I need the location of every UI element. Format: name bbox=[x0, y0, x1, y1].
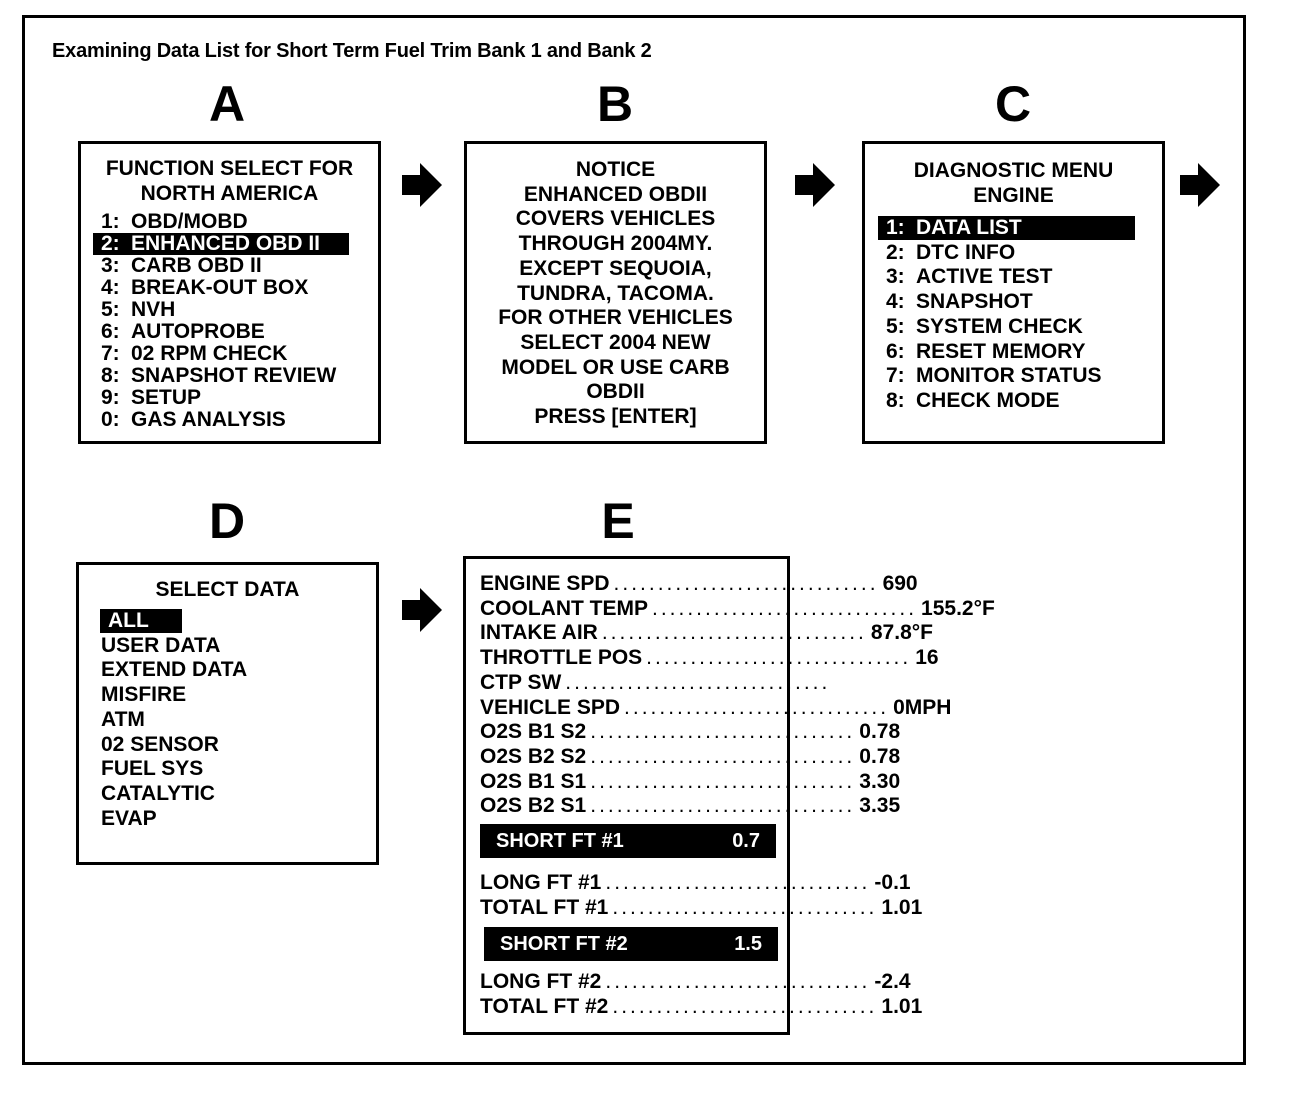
menu-item-number: 5: bbox=[886, 314, 905, 338]
menu-item[interactable] bbox=[101, 409, 286, 431]
menu-item[interactable] bbox=[101, 757, 203, 781]
menu-item-number: 4: bbox=[886, 290, 905, 314]
data-row-value: 0MPH bbox=[893, 695, 952, 719]
panel-a-header bbox=[81, 156, 378, 206]
data-row-label: LONG FT #2 bbox=[480, 970, 602, 993]
menu-item-number: 0: bbox=[101, 408, 120, 431]
data-row-value: 3.35 bbox=[859, 794, 901, 818]
menu-item-number: 6: bbox=[101, 320, 120, 343]
data-row-value: -0.1 bbox=[874, 871, 911, 894]
highlighted-data-row[interactable] bbox=[484, 927, 778, 961]
data-row-label: O2S B1 S1 bbox=[480, 769, 587, 793]
panel-select-data bbox=[76, 562, 379, 865]
data-row-label: SHORT FT #2 bbox=[500, 933, 628, 955]
data-row-label: TOTAL FT #1 bbox=[480, 895, 609, 919]
menu-item[interactable] bbox=[101, 277, 308, 299]
panel-diagnostic-menu bbox=[862, 141, 1165, 444]
dot-leader: .............................. bbox=[565, 670, 831, 694]
notice-line: ENHANCED OBDII bbox=[523, 182, 708, 206]
menu-item-label: GAS ANALYSIS bbox=[131, 408, 286, 431]
data-row-label: O2S B1 S2 bbox=[480, 720, 587, 744]
data-row-label: SHORT FT #1 bbox=[496, 830, 624, 852]
data-row-label: VEHICLE SPD bbox=[480, 695, 621, 719]
data-row-label: O2S B2 S1 bbox=[480, 794, 587, 818]
menu-item-label: SNAPSHOT bbox=[916, 290, 1033, 314]
panel-notice bbox=[464, 141, 767, 444]
notice-line: MODEL OR USE CARB bbox=[501, 355, 730, 379]
dot-leader: .............................. bbox=[590, 744, 856, 768]
data-row-value: 690 bbox=[882, 572, 918, 595]
step-letter-c: C bbox=[994, 76, 1032, 132]
dot-leader: .............................. bbox=[601, 621, 867, 645]
menu-item-label: SETUP bbox=[131, 386, 202, 409]
notice-line: COVERS VEHICLES bbox=[515, 207, 716, 231]
data-row bbox=[480, 994, 923, 1019]
menu-item-label: RESET MEMORY bbox=[916, 339, 1086, 363]
data-row bbox=[480, 695, 952, 720]
menu-item-label: DTC INFO bbox=[916, 240, 1016, 264]
menu-item[interactable] bbox=[101, 658, 247, 682]
menu-item-number: 5: bbox=[101, 298, 120, 321]
menu-item-label: ALL bbox=[108, 609, 149, 632]
menu-item-label: EXTEND DATA bbox=[101, 658, 248, 682]
menu-item[interactable] bbox=[886, 265, 1053, 289]
menu-item-label: NVH bbox=[131, 298, 176, 321]
arrow-right-icon bbox=[402, 163, 442, 207]
menu-item[interactable] bbox=[101, 683, 186, 707]
data-row bbox=[480, 769, 901, 794]
data-row-label: TOTAL FT #2 bbox=[480, 994, 609, 1018]
dot-leader: .............................. bbox=[590, 794, 856, 818]
dot-leader: .............................. bbox=[646, 646, 912, 670]
menu-item-label: MONITOR STATUS bbox=[916, 364, 1102, 388]
menu-item-number: 8: bbox=[886, 388, 905, 412]
notice-line: FOR OTHER VEHICLES bbox=[498, 306, 733, 330]
menu-item[interactable] bbox=[878, 216, 1135, 240]
data-row bbox=[480, 895, 923, 920]
step-letter-b: B bbox=[596, 76, 634, 132]
data-row-value: 3.30 bbox=[859, 769, 901, 793]
menu-item[interactable] bbox=[886, 389, 1060, 413]
data-row bbox=[480, 572, 918, 596]
menu-item[interactable] bbox=[101, 365, 336, 387]
dot-leader: .............................. bbox=[590, 720, 856, 744]
menu-item-number: 3: bbox=[886, 265, 905, 289]
menu-item[interactable] bbox=[101, 321, 265, 343]
dot-leader: .............................. bbox=[612, 895, 878, 919]
menu-item-label: CHECK MODE bbox=[916, 388, 1060, 412]
menu-item-label: SNAPSHOT REVIEW bbox=[131, 364, 337, 387]
menu-item-label: OBD/MOBD bbox=[131, 210, 248, 233]
data-row-label: CTP SW bbox=[480, 670, 562, 694]
dot-leader: .............................. bbox=[605, 970, 871, 993]
menu-item[interactable] bbox=[101, 634, 220, 658]
menu-item[interactable] bbox=[886, 340, 1086, 364]
menu-item[interactable] bbox=[886, 290, 1033, 314]
data-row bbox=[480, 871, 911, 895]
data-row-value: 1.5 bbox=[734, 933, 762, 955]
menu-item-label: SYSTEM CHECK bbox=[916, 314, 1083, 338]
menu-item-label: USER DATA bbox=[101, 633, 221, 657]
figure-title: Examining Data List for Short Term Fuel Trim Bank 1 and Bank 2 bbox=[52, 40, 652, 62]
step-letter-a: A bbox=[208, 76, 246, 132]
menu-item[interactable] bbox=[101, 782, 215, 806]
menu-item-label: EVAP bbox=[101, 806, 157, 830]
step-letter-e: E bbox=[601, 493, 635, 549]
dot-leader: .............................. bbox=[624, 695, 890, 719]
highlighted-data-row[interactable] bbox=[480, 824, 776, 858]
menu-item[interactable] bbox=[101, 211, 248, 233]
menu-item-number: 7: bbox=[886, 364, 905, 388]
notice-line: PRESS [ENTER] bbox=[534, 405, 697, 429]
panel-c-header-line: ENGINE bbox=[973, 184, 1054, 207]
data-row-label: INTAKE AIR bbox=[480, 621, 598, 645]
menu-item-number: 1: bbox=[886, 216, 905, 239]
menu-item[interactable] bbox=[886, 315, 1083, 339]
data-row-value: 1.01 bbox=[881, 994, 923, 1018]
data-row-label: O2S B2 S2 bbox=[480, 744, 587, 768]
data-row bbox=[480, 794, 901, 818]
menu-item-number: 7: bbox=[101, 342, 120, 365]
dot-leader: .............................. bbox=[613, 572, 879, 595]
data-row bbox=[480, 744, 901, 769]
dot-leader: .............................. bbox=[590, 769, 856, 793]
menu-item-number: 2: bbox=[101, 232, 120, 255]
menu-item-label: FUEL SYS bbox=[101, 757, 204, 781]
menu-item-number: 3: bbox=[101, 254, 120, 277]
data-row bbox=[480, 596, 995, 621]
panel-d-header: SELECT DATA bbox=[155, 578, 300, 601]
data-row-label: LONG FT #1 bbox=[480, 871, 602, 894]
menu-item[interactable] bbox=[101, 255, 262, 277]
data-row-value: 87.8°F bbox=[870, 621, 933, 645]
panel-data-list bbox=[463, 556, 995, 1035]
menu-item[interactable] bbox=[101, 733, 219, 757]
data-row-value: 155.2°F bbox=[921, 596, 995, 620]
data-row bbox=[480, 646, 939, 670]
menu-item[interactable] bbox=[101, 299, 175, 321]
notice-line: SELECT 2004 NEW bbox=[520, 330, 711, 354]
dot-leader: .............................. bbox=[612, 994, 878, 1018]
menu-item[interactable] bbox=[101, 807, 157, 831]
panel-a-header-line: FUNCTION SELECT FOR bbox=[105, 157, 354, 180]
data-row-value: 0.78 bbox=[859, 744, 901, 768]
menu-item-label: 02 SENSOR bbox=[101, 732, 219, 756]
data-row bbox=[480, 970, 911, 994]
menu-item-label: DATA LIST bbox=[916, 216, 1022, 239]
notice-line: EXCEPT SEQUOIA, bbox=[519, 256, 712, 280]
menu-item[interactable] bbox=[100, 609, 182, 633]
notice-line: NOTICE bbox=[575, 158, 656, 181]
notice-line: THROUGH 2004MY. bbox=[518, 232, 713, 256]
menu-item[interactable] bbox=[101, 343, 287, 365]
menu-item-label: MISFIRE bbox=[101, 683, 187, 707]
data-row-label: ENGINE SPD bbox=[480, 572, 610, 595]
data-row-value: 1.01 bbox=[881, 895, 923, 919]
menu-item-number: 1: bbox=[101, 210, 120, 233]
step-letter-d: D bbox=[208, 493, 246, 549]
panel-a-header-line: NORTH AMERICA bbox=[140, 182, 319, 205]
menu-item[interactable] bbox=[101, 387, 201, 409]
panel-function-select bbox=[78, 141, 381, 444]
menu-item[interactable] bbox=[93, 233, 349, 255]
menu-item[interactable] bbox=[101, 708, 145, 732]
menu-item-label: BREAK-OUT BOX bbox=[131, 276, 309, 299]
data-row-label: THROTTLE POS bbox=[480, 646, 643, 670]
notice-line: OBDII bbox=[586, 380, 645, 404]
menu-item-number: 6: bbox=[886, 339, 905, 363]
arrow-right-icon bbox=[795, 163, 835, 207]
data-row-value: -2.4 bbox=[874, 970, 911, 993]
menu-item-label: 02 RPM CHECK bbox=[131, 342, 288, 365]
menu-item[interactable] bbox=[886, 364, 1102, 388]
menu-item-label: AUTOPROBE bbox=[131, 320, 265, 343]
arrow-right-icon bbox=[1180, 163, 1220, 207]
dot-leader: .............................. bbox=[652, 596, 918, 620]
notice-line: TUNDRA, TACOMA. bbox=[517, 281, 714, 305]
menu-item-number: 2: bbox=[886, 240, 905, 264]
menu-item-label: CATALYTIC bbox=[101, 781, 215, 805]
data-row bbox=[480, 670, 831, 695]
data-row-label: COOLANT TEMP bbox=[480, 596, 648, 620]
menu-item-number: 9: bbox=[101, 386, 120, 409]
menu-item-number: 8: bbox=[101, 364, 120, 387]
menu-item-label: ATM bbox=[101, 707, 145, 731]
panel-c-header bbox=[865, 158, 1162, 208]
menu-item[interactable] bbox=[886, 241, 1015, 265]
arrow-right-icon bbox=[402, 588, 442, 632]
data-row-value: 0.78 bbox=[859, 720, 901, 744]
menu-item-number: 4: bbox=[101, 276, 120, 299]
menu-item-label: ENHANCED OBD II bbox=[131, 232, 321, 255]
data-row bbox=[480, 621, 933, 645]
dot-leader: .............................. bbox=[605, 871, 871, 894]
data-row-value: 0.7 bbox=[732, 830, 760, 852]
menu-item-label: CARB OBD II bbox=[131, 254, 262, 277]
data-row-value: 16 bbox=[915, 646, 939, 670]
panel-c-header-line: DIAGNOSTIC MENU bbox=[913, 159, 1114, 182]
data-row bbox=[480, 720, 901, 744]
menu-item-label: ACTIVE TEST bbox=[916, 265, 1053, 289]
